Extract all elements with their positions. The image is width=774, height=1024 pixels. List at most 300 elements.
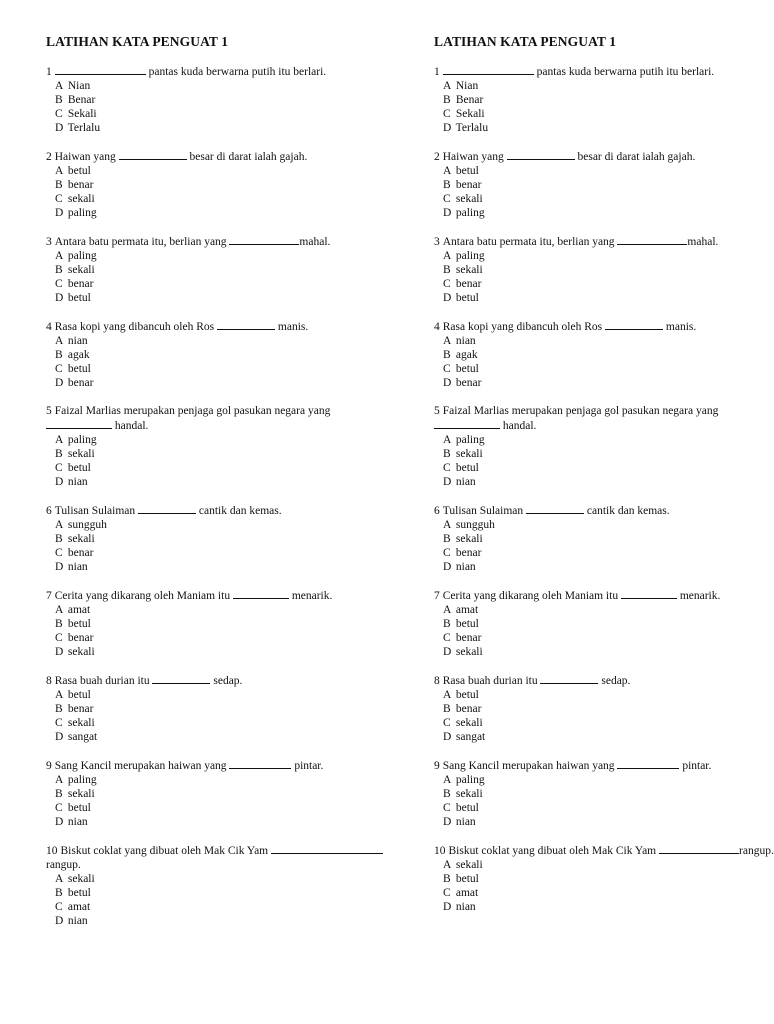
- option-text: amat: [455, 604, 479, 616]
- option-text: sangat: [455, 731, 486, 743]
- question-text-after: pantas kuda berwarna putih itu berlari.: [533, 66, 715, 78]
- option-letter: A: [443, 250, 452, 262]
- option-c: [443, 362, 774, 376]
- option-letter: D: [55, 377, 64, 389]
- option-letter: C: [55, 802, 63, 814]
- option-c: [443, 461, 774, 475]
- question-6: [46, 503, 386, 574]
- option-letter: B: [443, 788, 451, 800]
- option-b: [443, 532, 774, 546]
- answer-blank: [119, 149, 187, 160]
- worksheet-title: LATIHAN KATA PENGUAT 1: [434, 34, 617, 49]
- option-text: betul: [67, 363, 91, 375]
- option-letter: C: [443, 547, 451, 559]
- question-text-after: mahal.: [299, 236, 331, 248]
- question-text-after: manis.: [663, 321, 697, 333]
- option-text: nian: [67, 476, 88, 488]
- option-d: [55, 815, 386, 829]
- question-number: 4: [434, 321, 440, 333]
- option-text: benar: [455, 377, 482, 389]
- option-text: benar: [67, 377, 94, 389]
- option-letter: D: [55, 476, 64, 488]
- option-letter: B: [443, 703, 451, 715]
- question-7: [46, 588, 386, 659]
- answer-blank: [443, 64, 534, 75]
- option-text: nian: [455, 816, 476, 828]
- option-c: [443, 886, 774, 900]
- option-text: betul: [455, 618, 479, 630]
- option-b: [443, 447, 774, 461]
- option-letter: B: [443, 448, 451, 460]
- question-number: 5: [434, 405, 440, 417]
- answer-blank: [217, 319, 275, 330]
- option-text: sekali: [67, 717, 95, 729]
- option-c: [443, 546, 774, 560]
- option-a: [443, 603, 774, 617]
- option-text: betul: [67, 618, 91, 630]
- option-letter: B: [443, 264, 451, 276]
- option-text: benar: [455, 547, 482, 559]
- option-text: paling: [455, 774, 485, 786]
- option-text: sekali: [67, 264, 95, 276]
- option-b: [55, 178, 386, 192]
- option-text: benar: [67, 547, 94, 559]
- option-list: [434, 688, 774, 744]
- option-letter: C: [443, 802, 451, 814]
- worksheet-title: LATIHAN KATA PENGUAT 1: [46, 34, 229, 49]
- option-letter: D: [443, 816, 452, 828]
- option-text: paling: [455, 250, 485, 262]
- option-b: [55, 263, 386, 277]
- option-text: agak: [455, 349, 478, 361]
- question-text: [434, 588, 774, 603]
- option-letter: D: [443, 476, 452, 488]
- answer-blank: [55, 64, 146, 75]
- answer-blank: [271, 843, 383, 854]
- option-letter: A: [443, 165, 452, 177]
- question-text: [434, 843, 774, 858]
- option-letter: D: [443, 731, 452, 743]
- option-text: betul: [67, 292, 91, 304]
- option-letter: B: [443, 179, 451, 191]
- question-number: 8: [434, 675, 440, 687]
- option-text: benar: [455, 179, 482, 191]
- option-text: paling: [67, 434, 97, 446]
- option-c: [443, 192, 774, 206]
- option-text: benar: [455, 278, 482, 290]
- option-text: sekali: [455, 264, 483, 276]
- option-text: paling: [67, 774, 97, 786]
- question-text: [46, 404, 386, 433]
- option-letter: C: [443, 108, 451, 120]
- option-letter: C: [443, 462, 451, 474]
- option-text: sekali: [455, 193, 483, 205]
- option-letter: A: [55, 873, 64, 885]
- option-d: [443, 376, 774, 390]
- option-text: benar: [67, 179, 94, 191]
- option-text: amat: [455, 887, 479, 899]
- question-text: [434, 64, 774, 79]
- question-number: 6: [434, 505, 440, 517]
- option-letter: C: [443, 278, 451, 290]
- option-text: nian: [455, 561, 476, 573]
- answer-blank: [617, 234, 687, 245]
- option-text: Benar: [67, 94, 96, 106]
- option-c: [443, 107, 774, 121]
- question-text-after: manis.: [275, 321, 309, 333]
- option-b: [443, 263, 774, 277]
- option-letter: A: [55, 774, 64, 786]
- option-b: [55, 348, 386, 362]
- question-text-before: Antara batu permata itu, berlian yang: [442, 236, 618, 248]
- question-text-before: Cerita yang dikarang oleh Maniam itu: [54, 590, 233, 602]
- worksheet-right-copy: [434, 34, 774, 928]
- option-b: [55, 617, 386, 631]
- option-a: [443, 79, 774, 93]
- option-c: [55, 801, 386, 815]
- question-5: [46, 404, 386, 489]
- option-text: Sekali: [67, 108, 97, 120]
- option-letter: D: [443, 646, 452, 658]
- option-list: [46, 603, 386, 659]
- option-text: Nian: [67, 80, 91, 92]
- option-text: Terlalu: [455, 122, 489, 134]
- option-a: [55, 603, 386, 617]
- option-a: [443, 773, 774, 787]
- option-letter: D: [55, 816, 64, 828]
- question-5: [434, 404, 774, 489]
- option-a: [55, 164, 386, 178]
- option-letter: B: [55, 179, 63, 191]
- question-text-after: handal.: [112, 420, 149, 432]
- question-1: [46, 64, 386, 135]
- option-list: [434, 164, 774, 220]
- option-d: [55, 206, 386, 220]
- question-text-before: Rasa kopi yang dibancuh oleh Ros: [442, 321, 606, 333]
- option-text: betul: [67, 887, 91, 899]
- question-9: [46, 758, 386, 829]
- option-text: betul: [455, 165, 479, 177]
- question-9: [434, 758, 774, 829]
- option-list: [46, 872, 386, 928]
- option-b: [443, 617, 774, 631]
- option-letter: A: [55, 434, 64, 446]
- option-letter: A: [55, 604, 64, 616]
- option-d: [55, 475, 386, 489]
- option-c: [55, 277, 386, 291]
- option-a: [443, 858, 774, 872]
- question-8: [434, 673, 774, 744]
- option-text: betul: [455, 689, 479, 701]
- answer-blank: [507, 149, 575, 160]
- question-6: [434, 503, 774, 574]
- option-c: [55, 362, 386, 376]
- option-letter: D: [55, 915, 64, 927]
- option-list: [434, 334, 774, 390]
- option-letter: D: [55, 561, 64, 573]
- option-b: [55, 702, 386, 716]
- option-b: [55, 93, 386, 107]
- option-text: Sekali: [455, 108, 485, 120]
- option-letter: B: [443, 873, 451, 885]
- option-text: sungguh: [67, 519, 107, 531]
- option-text: agak: [67, 349, 90, 361]
- option-list: [46, 688, 386, 744]
- option-a: [443, 164, 774, 178]
- option-a: [443, 249, 774, 263]
- option-c: [55, 546, 386, 560]
- question-4: [434, 319, 774, 390]
- option-text: Terlalu: [67, 122, 101, 134]
- question-text: [434, 234, 774, 249]
- question-text-before: Faizal Marlias merupakan penjaga gol pasukan negara yang: [54, 405, 331, 417]
- question-text-after: pintar.: [679, 760, 712, 772]
- question-text: [46, 673, 386, 688]
- option-list: [434, 249, 774, 305]
- option-letter: B: [55, 618, 63, 630]
- question-number: 9: [434, 760, 440, 772]
- option-letter: D: [55, 646, 64, 658]
- question-text: [434, 758, 774, 773]
- option-text: Benar: [455, 94, 484, 106]
- question-number: 10: [46, 845, 58, 857]
- option-text: paling: [455, 434, 485, 446]
- option-text: benar: [67, 703, 94, 715]
- option-list: [434, 518, 774, 574]
- option-letter: D: [443, 901, 452, 913]
- option-list: [434, 773, 774, 829]
- option-text: nian: [455, 335, 476, 347]
- option-text: sekali: [67, 533, 95, 545]
- option-text: nian: [455, 476, 476, 488]
- option-letter: C: [55, 632, 63, 644]
- question-text-after: cantik dan kemas.: [584, 505, 670, 517]
- question-text-before: Sang Kancil merupakan haiwan yang: [442, 760, 618, 772]
- question-number: 8: [46, 675, 52, 687]
- option-text: betul: [455, 292, 479, 304]
- question-text-before: Antara batu permata itu, berlian yang: [54, 236, 230, 248]
- option-letter: C: [55, 193, 63, 205]
- question-number: 1: [434, 66, 440, 78]
- option-a: [55, 433, 386, 447]
- question-text: [434, 503, 774, 518]
- option-c: [55, 107, 386, 121]
- option-text: betul: [455, 802, 479, 814]
- question-number: 3: [46, 236, 52, 248]
- option-text: benar: [455, 632, 482, 644]
- option-c: [443, 277, 774, 291]
- answer-blank: [233, 588, 289, 599]
- answer-blank: [46, 418, 112, 429]
- option-b: [55, 532, 386, 546]
- question-4: [46, 319, 386, 390]
- option-letter: B: [55, 94, 63, 106]
- option-letter: B: [443, 94, 451, 106]
- question-text-after: rangup.: [46, 859, 81, 871]
- question-text: [46, 503, 386, 518]
- question-text-before: Rasa buah durian itu: [54, 675, 153, 687]
- question-number: 10: [434, 845, 446, 857]
- question-number: 7: [434, 590, 440, 602]
- question-text: [46, 319, 386, 334]
- question-2: [434, 149, 774, 220]
- question-text-after: handal.: [500, 420, 537, 432]
- option-d: [443, 560, 774, 574]
- option-b: [55, 447, 386, 461]
- answer-blank: [540, 673, 598, 684]
- option-text: benar: [67, 278, 94, 290]
- answer-blank: [526, 503, 584, 514]
- option-d: [443, 815, 774, 829]
- question-text-before: Rasa buah durian itu: [442, 675, 541, 687]
- option-letter: A: [55, 335, 64, 347]
- question-text-after: besar di darat ialah gajah.: [186, 151, 308, 163]
- answer-blank: [605, 319, 663, 330]
- answer-blank: [152, 673, 210, 684]
- option-b: [443, 872, 774, 886]
- question-text-before: Tulisan Sulaiman: [54, 505, 139, 517]
- question-number: 4: [46, 321, 52, 333]
- option-text: benar: [455, 703, 482, 715]
- option-text: nian: [67, 816, 88, 828]
- option-list: [46, 773, 386, 829]
- question-text-before: Haiwan yang: [442, 151, 507, 163]
- option-letter: D: [443, 122, 452, 134]
- option-letter: A: [443, 80, 452, 92]
- option-c: [443, 716, 774, 730]
- option-d: [55, 291, 386, 305]
- option-text: sekali: [455, 859, 483, 871]
- option-text: paling: [67, 250, 97, 262]
- question-number: 3: [434, 236, 440, 248]
- option-a: [55, 249, 386, 263]
- option-letter: C: [443, 887, 451, 899]
- option-text: sekali: [455, 533, 483, 545]
- option-letter: B: [55, 349, 63, 361]
- question-text-after: besar di darat ialah gajah.: [574, 151, 696, 163]
- option-letter: D: [55, 731, 64, 743]
- question-text-after: mahal.: [687, 236, 719, 248]
- option-text: sekali: [67, 788, 95, 800]
- question-text-before: Biskut coklat yang dibuat oleh Mak Cik Yam: [448, 845, 660, 857]
- option-a: [443, 688, 774, 702]
- option-c: [443, 631, 774, 645]
- option-letter: C: [55, 901, 63, 913]
- option-d: [55, 730, 386, 744]
- option-a: [443, 334, 774, 348]
- option-letter: A: [443, 335, 452, 347]
- option-list: [434, 79, 774, 135]
- option-a: [55, 688, 386, 702]
- answer-blank: [229, 234, 299, 245]
- option-text: nian: [67, 335, 88, 347]
- option-text: betul: [455, 462, 479, 474]
- option-letter: A: [55, 80, 64, 92]
- option-a: [55, 773, 386, 787]
- option-letter: C: [55, 462, 63, 474]
- question-text-after: menarik.: [288, 590, 333, 602]
- option-d: [55, 121, 386, 135]
- option-d: [55, 560, 386, 574]
- option-text: betul: [67, 165, 91, 177]
- option-c: [55, 900, 386, 914]
- option-d: [443, 730, 774, 744]
- option-list: [46, 518, 386, 574]
- option-d: [443, 206, 774, 220]
- question-10: [434, 843, 774, 914]
- option-letter: C: [55, 363, 63, 375]
- option-list: [434, 603, 774, 659]
- question-1: [434, 64, 774, 135]
- option-b: [55, 886, 386, 900]
- option-text: sekali: [455, 788, 483, 800]
- option-d: [443, 475, 774, 489]
- option-letter: A: [55, 250, 64, 262]
- question-text-after: cantik dan kemas.: [196, 505, 282, 517]
- option-a: [443, 433, 774, 447]
- option-d: [55, 376, 386, 390]
- option-letter: A: [55, 519, 64, 531]
- option-letter: D: [443, 377, 452, 389]
- option-a: [55, 79, 386, 93]
- question-number: 1: [46, 66, 52, 78]
- question-text: [434, 319, 774, 334]
- option-letter: A: [443, 519, 452, 531]
- option-letter: A: [443, 859, 452, 871]
- option-text: sungguh: [455, 519, 495, 531]
- option-text: benar: [67, 632, 94, 644]
- option-letter: D: [55, 122, 64, 134]
- option-letter: C: [443, 717, 451, 729]
- option-b: [443, 702, 774, 716]
- option-text: paling: [455, 207, 485, 219]
- option-letter: D: [55, 292, 64, 304]
- answer-blank: [434, 418, 500, 429]
- option-a: [55, 334, 386, 348]
- option-d: [443, 291, 774, 305]
- option-text: betul: [67, 462, 91, 474]
- option-letter: B: [55, 703, 63, 715]
- option-a: [443, 518, 774, 532]
- option-text: nian: [67, 915, 88, 927]
- option-letter: C: [55, 547, 63, 559]
- option-letter: B: [55, 788, 63, 800]
- question-text-after: pintar.: [291, 760, 324, 772]
- option-list: [434, 858, 774, 914]
- option-letter: C: [55, 278, 63, 290]
- option-c: [55, 192, 386, 206]
- option-c: [55, 631, 386, 645]
- option-letter: D: [443, 207, 452, 219]
- question-number: 5: [46, 405, 52, 417]
- option-text: sekali: [67, 873, 95, 885]
- question-text: [434, 673, 774, 688]
- option-b: [443, 93, 774, 107]
- option-text: nian: [67, 561, 88, 573]
- question-2: [46, 149, 386, 220]
- question-text: [46, 64, 386, 79]
- question-text-after: sedap.: [210, 675, 243, 687]
- option-list: [46, 433, 386, 489]
- question-text-after: menarik.: [676, 590, 721, 602]
- question-text-before: Haiwan yang: [54, 151, 119, 163]
- option-letter: A: [55, 689, 64, 701]
- question-text-after: pantas kuda berwarna putih itu berlari.: [145, 66, 327, 78]
- option-list: [46, 334, 386, 390]
- option-b: [55, 787, 386, 801]
- question-number: 7: [46, 590, 52, 602]
- answer-blank: [621, 588, 677, 599]
